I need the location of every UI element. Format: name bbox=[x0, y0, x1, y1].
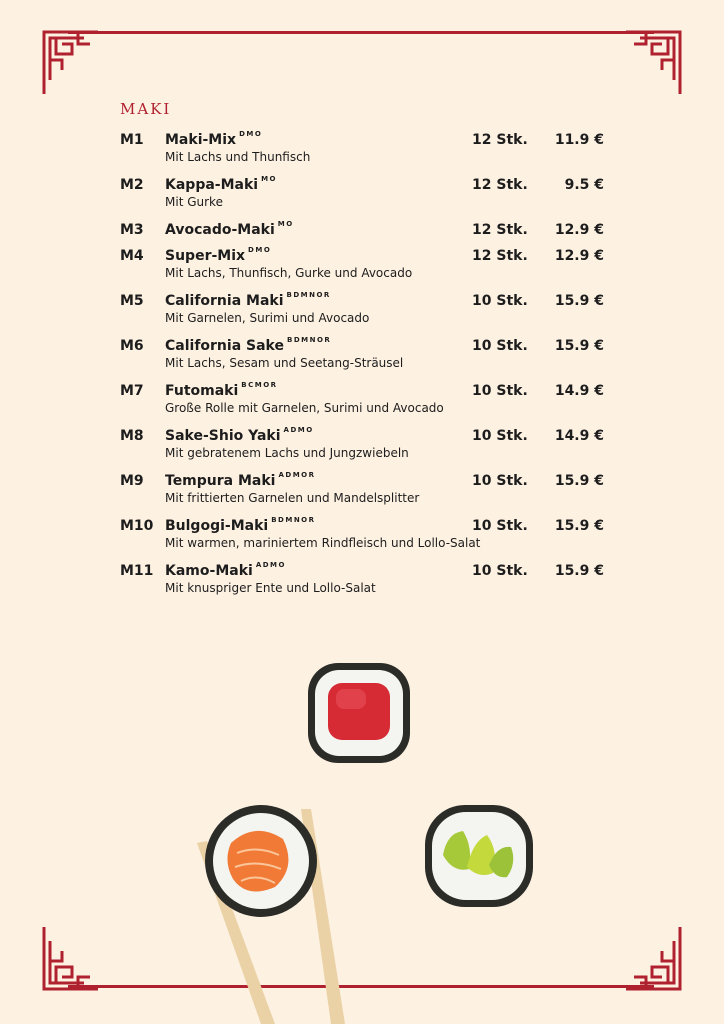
item-description: Mit Lachs und Thunfisch bbox=[165, 150, 311, 164]
item-quantity: 12 Stk. bbox=[472, 177, 528, 193]
item-price: 15.9 € bbox=[554, 338, 604, 354]
avocado-maki-image bbox=[423, 803, 535, 909]
item-description: Mit Gurke bbox=[165, 195, 223, 209]
item-price: 12.9 € bbox=[554, 222, 604, 238]
item-name: Futomaki $^{BCMOR}$ bbox=[165, 381, 278, 399]
item-name: Sake-Shio Yaki $^{ADMO}$ bbox=[165, 426, 314, 444]
item-code: M11 bbox=[120, 563, 154, 579]
item-price: 15.9 € bbox=[554, 518, 604, 534]
item-quantity: 12 Stk. bbox=[472, 132, 528, 148]
item-description: Mit Garnelen, Surimi und Avocado bbox=[165, 311, 370, 325]
item-quantity: 10 Stk. bbox=[472, 383, 528, 399]
item-name: Kamo-Maki $^{ADMO}$ bbox=[165, 561, 286, 579]
item-name: Super-Mix $^{DMO}$ bbox=[165, 246, 272, 264]
corner-ornament-bottom-left bbox=[42, 925, 100, 991]
corner-ornament-top-left bbox=[42, 30, 100, 96]
item-code: M6 bbox=[120, 338, 144, 354]
item-code: M1 bbox=[120, 132, 144, 148]
item-name: Avocado-Maki $^{MO}$ bbox=[165, 220, 294, 238]
item-description: Große Rolle mit Garnelen, Surimi und Avocado bbox=[165, 401, 444, 415]
allergen-codes: DMO bbox=[239, 130, 263, 139]
frame-bottom-line bbox=[68, 985, 654, 988]
item-quantity: 10 Stk. bbox=[472, 428, 528, 444]
item-name: Bulgogi-Maki $^{BDMNOR}$ bbox=[165, 516, 316, 534]
item-quantity: 10 Stk. bbox=[472, 338, 528, 354]
item-description: Mit Lachs, Sesam und Seetang-Sträusel bbox=[165, 356, 404, 370]
item-quantity: 10 Stk. bbox=[472, 518, 528, 534]
allergen-codes: ADMOR bbox=[278, 471, 316, 480]
item-code: M4 bbox=[120, 248, 144, 264]
allergen-codes: BDMNOR bbox=[271, 516, 316, 525]
item-description: Mit Lachs, Thunfisch, Gurke und Avocado bbox=[165, 266, 413, 280]
allergen-codes: BCMOR bbox=[241, 381, 278, 390]
item-quantity: 10 Stk. bbox=[472, 563, 528, 579]
allergen-codes: DMO bbox=[248, 246, 272, 255]
item-price: 14.9 € bbox=[554, 428, 604, 444]
section-title: MAKI bbox=[120, 100, 172, 118]
item-name: Kappa-Maki $^{MO}$ bbox=[165, 175, 278, 193]
item-description: Mit gebratenem Lachs und Jungzwiebeln bbox=[165, 446, 409, 460]
item-description: Mit knuspriger Ente und Lollo-Salat bbox=[165, 581, 376, 595]
allergen-codes: MO bbox=[261, 175, 278, 184]
item-price: 9.5 € bbox=[564, 177, 604, 193]
allergen-codes: ADMO bbox=[283, 426, 314, 435]
item-code: M10 bbox=[120, 518, 154, 534]
allergen-codes: MO bbox=[277, 220, 294, 229]
item-description: Mit warmen, mariniertem Rindfleisch und Lollo-Salat bbox=[165, 536, 481, 550]
item-quantity: 10 Stk. bbox=[472, 473, 528, 489]
frame-top-line bbox=[68, 31, 654, 34]
item-code: M9 bbox=[120, 473, 144, 489]
item-price: 15.9 € bbox=[554, 563, 604, 579]
item-price: 14.9 € bbox=[554, 383, 604, 399]
salmon-maki-with-chopsticks-image bbox=[195, 803, 355, 1024]
item-code: M7 bbox=[120, 383, 144, 399]
corner-ornament-top-right bbox=[624, 30, 682, 96]
corner-ornament-bottom-right bbox=[624, 925, 682, 991]
tuna-maki-image bbox=[306, 661, 412, 765]
item-code: M3 bbox=[120, 222, 144, 238]
item-price: 11.9 € bbox=[554, 132, 604, 148]
item-name: Tempura Maki $^{ADMOR}$ bbox=[165, 471, 316, 489]
item-name: California Sake $^{BDMNOR}$ bbox=[165, 336, 332, 354]
item-price: 15.9 € bbox=[554, 293, 604, 309]
item-code: M8 bbox=[120, 428, 144, 444]
item-code: M5 bbox=[120, 293, 144, 309]
item-price: 15.9 € bbox=[554, 473, 604, 489]
allergen-codes: BDMNOR bbox=[286, 291, 331, 300]
item-quantity: 10 Stk. bbox=[472, 293, 528, 309]
allergen-codes: ADMO bbox=[255, 561, 286, 570]
item-name: California Maki $^{BDMNOR}$ bbox=[165, 291, 331, 309]
allergen-codes: BDMNOR bbox=[286, 336, 332, 345]
item-quantity: 12 Stk. bbox=[472, 248, 528, 264]
item-name: Maki-Mix $^{DMO}$ bbox=[165, 130, 263, 148]
item-price: 12.9 € bbox=[554, 248, 604, 264]
item-description: Mit frittierten Garnelen und Mandelsplitter bbox=[165, 491, 420, 505]
item-code: M2 bbox=[120, 177, 144, 193]
item-quantity: 12 Stk. bbox=[472, 222, 528, 238]
